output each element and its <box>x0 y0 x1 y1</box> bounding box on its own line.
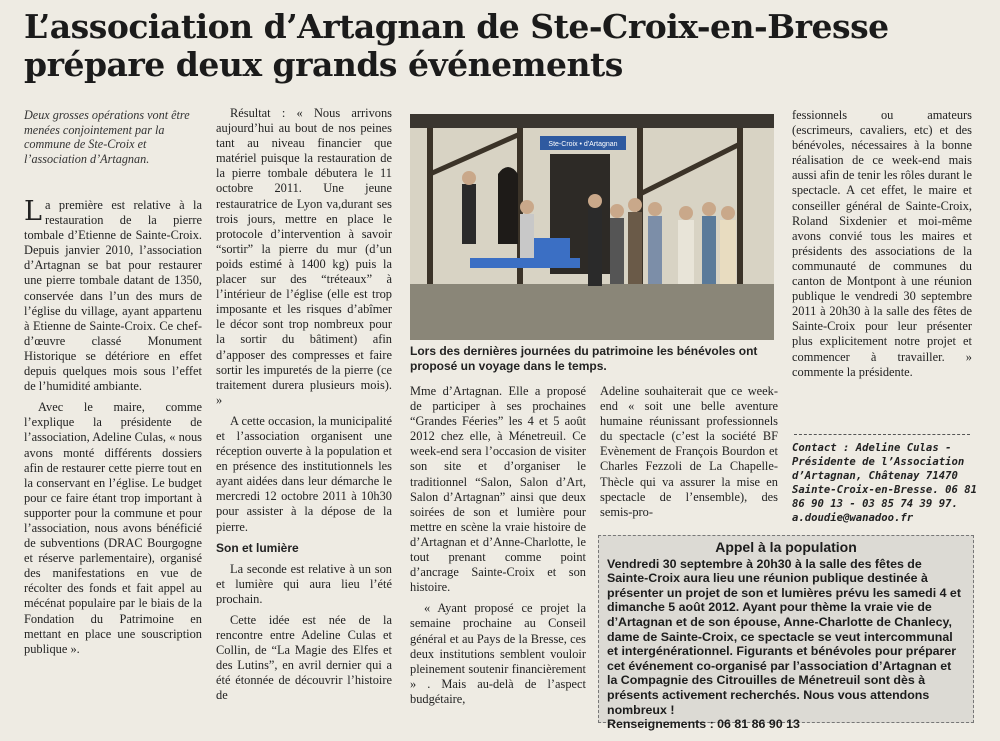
volunteers-photo-illustration <box>410 114 774 340</box>
paragraph-text: a première est relative à la restauration de la pierre tombale d’Etienne de Sainte-Croix. Depuis janvier 2010, l’association d’Artagnan se bat pour restaurer une pierre tombale datant de 1350, conservée dans l’un des murs de l’église du village, ayant appartenu à Etienne de Sainte-Croix. Ce chef-d’œuvre classé Monument Historique se détériore en effet depuis quelques mois sous l’effet de l’humidité ambiante. <box>24 198 202 394</box>
contact-line: 86 90 13 - 03 85 74 39 97. <box>792 498 958 510</box>
paragraph: Adeline souhaiterait que ce week-end « soit une belle aventure humaine réunissant professionnels du spectacle (c’est la société BF Evènement de François Bourdon et Charles Fezzoli de La Chapelle-Thècle qui va assurer la mise en spectacle de l’ensemble), des semis-pro- <box>600 384 778 519</box>
contact-email: a.doudie@wanadoo.fr <box>792 512 914 524</box>
contact-line: Contact : Adeline Culas - <box>792 442 952 454</box>
appel-body: Vendredi 30 septembre à 20h30 à la salle des fêtes de Sainte-Croix aura lieu une réunion publique destinée à présenter un projet de son et lumières prévu les samedi 4 et dimanche 5 août 2012. Ayant pour thème la vraie vie de d’Artagnan et de son épouse, Anne-Charlotte de Chanlecy, dame de Sainte-Croix, ce spectacle se veut intercommunal et intergénérationnel. Figurants et bénévoles pour préparer cet événement co-organisé par l’association d’Artagnan et la Compagnie des Citrouilles de Ménetreuil sont dès à présents activement recherchés. Nous vous attendons nombreux ! <box>607 556 961 717</box>
contact-separator <box>794 434 970 435</box>
article-column-2 <box>216 106 392 710</box>
paragraph: Mme d’Artagnan. Elle a proposé de participer à ses prochaines “Grandes Féeries” les 4 et 5 août 2012 chez elle, à Ménetreuil. Ce week-end sera l’occasion de visiter son site et d’organiser le traditionnel “Salon, Salon d’Art, Salon d’Artagnan” ainsi que deux soirées de son et lumière pour mettre en scène la vraie histoire de d’Artagnan et d’Anne-Charlotte, le tout prenant comme point d’ancrage Sainte-Croix et son histoire. <box>410 384 586 595</box>
appel-title: Appel à la population <box>715 539 857 555</box>
paragraph <box>24 198 202 394</box>
paragraph: Avec le maire, comme l’explique la présidente de l’association, Adeline Culas, « nous avons monté différents dossiers afin de restaurer cette pierre tout en la conservant en l’église. Le budget pour ce faire étant trop important à supporter pour la commune et pour l’association, nous avons bénéficié de subventions (DRAC Bourgogne et réserve parlementaire), organisé des manifestations en vue de récolter des fonds et fait appel au mécénat populaire par le biais de la Fondation du Patrimoine en mettant en place une souscription publique ». <box>24 400 202 656</box>
paragraph: La seconde est relative à un son et lumière qui aura lieu l’été prochain. <box>216 561 392 606</box>
contact-block <box>792 441 977 525</box>
article-photo <box>410 114 774 340</box>
article-column-5 <box>792 108 972 386</box>
paragraph: Résultat : « Nous arrivons aujourd’hui au bout de nos peines tant au niveau financier que matériel puisque la restauration de la pierre tombale débutera le 11 octobre 2011. Une jeune restauratrice de Lyon va,durant ses trois jours, mettre en place le protocole d’intervention à savoir “sortir” la pierre du mur (d’un poids estimé à 1400 kg) puis la placer sur des “tréteaux” à l’intérieur de l’église (elle est trop imposante et les risques d’abîmer le décor sont trop nombreux pour la sortir du bâtiment) afin d’apposer des compresses et faire sortir les impuretés de la pierre (ce traitement durera plusieurs mois). » <box>216 106 392 407</box>
photo-caption: Lors des dernières journées du patrimoine les bénévoles ont proposé un voyage dans le temps. <box>410 344 758 373</box>
headline-line-2: prépare deux grands événements <box>24 45 623 84</box>
contact-line: Présidente de l’Association <box>792 456 965 468</box>
article-column-3 <box>410 384 586 713</box>
association-sign-text: Ste-Croix • d'Artagnan <box>548 141 618 148</box>
appel-box <box>598 535 974 732</box>
appel-renseignements: Renseignements : 06 81 86 90 13 <box>607 717 800 732</box>
contact-line: Sainte-Croix-en-Bresse. 06 81 <box>792 484 977 496</box>
article-column-4 <box>600 384 778 526</box>
paragraph: A cette occasion, la municipalité et l’association organisent une réception ouverte à la population et en présence des institutionnels les ayant aidées dans leur démarche le mercredi 12 octobre 2011 à 10h30 pour assister à la dépose de la pierre. <box>216 413 392 534</box>
headline-line-1: L’association d’Artagnan de Ste-Croix-en-Bresse <box>24 7 889 46</box>
contact-line: d’Artagnan, Châtenay 71470 <box>792 470 958 482</box>
section-subhead: Son et lumière <box>216 540 299 555</box>
headline <box>24 8 984 84</box>
article-intro: Deux grosses opérations vont être menées conjointement par la commune de Ste-Croix et l’association d’Artagnan. <box>24 108 190 166</box>
paragraph: « Ayant proposé ce projet la semaine prochaine au Conseil général et au Pays de la Bresse, ces deux institutions semblent vouloir pleinement soutenir financièrement » . Mais au-delà de l’aspect budgétaire, <box>410 601 586 706</box>
drop-cap: L <box>24 196 42 227</box>
article-column-1 <box>24 198 202 663</box>
paragraph: Cette idée est née de la rencontre entre Adeline Culas et Collin, de “La Magie des Elfes et des Lutins”, en avril dernier qui a été étonnée de découvrir l’histoire de <box>216 613 392 703</box>
paragraph: fessionnels ou amateurs (escrimeurs, cavaliers, etc) et des bénévoles, nécessaires à la bonne réalisation de ce week-end mais aussi afin de tenir les rôles durant le spectacle. A cet effet, le maire et conseiller général de Sainte-Croix, Roland Sixdenier et moi-même avons convié tous les maires et présidents des associations de la communauté de communes du canton de Montpont à une réunion publique le vendredi 30 septembre 2011 à 20h30 à la salle des fêtes de Sainte-Croix pour leur présenter plus explicitement notre projet et commencer à travailler. » commente la présidente. <box>792 108 972 379</box>
